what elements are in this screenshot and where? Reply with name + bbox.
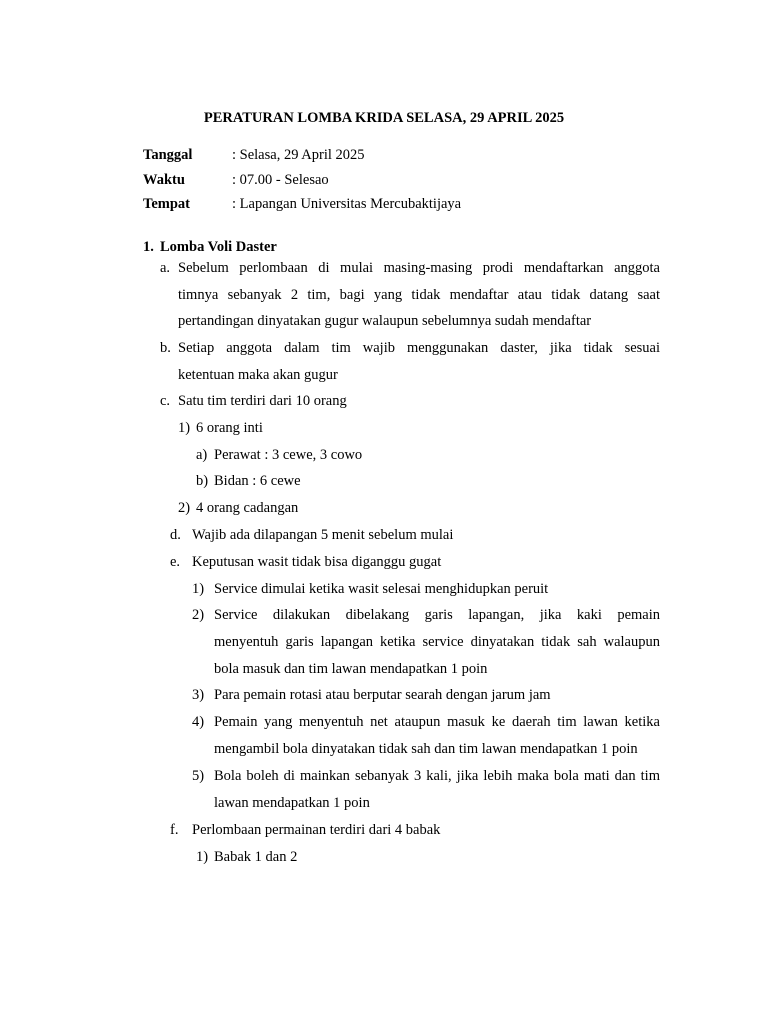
section-heading: Lomba Voli Daster [160,239,277,255]
item-f-marker: f. [170,822,179,838]
item-e3-line: Para pemain rotasi atau berputar searah dengan jarum jam [214,687,551,703]
item-a-line: pertandingan dinyatakan gugur walaupun sebelumnya sudah mendaftar [178,313,592,329]
item-c1b-marker: b) [196,473,209,489]
item-c2-text: 4 orang cadangan [196,500,299,516]
item-b-line: ketentuan maka akan gugur [178,367,338,383]
item-e1-line: Service dimulai ketika wasit selesai menghidupkan peruit [214,581,549,597]
item-e3-marker: 3) [192,687,205,703]
item-a-marker: a. [160,260,171,276]
item-c1-text: 6 orang inti [196,420,263,436]
item-a-line: timnya sebanyak 2 tim, bagi yang tidak mendaftar atau tidak datang saat [178,287,660,303]
item-f1-marker: 1) [196,849,209,865]
info-label-tempat: Tempat [143,196,190,212]
item-e2-line: Service dilakukan dibelakang garis lapangan, jika kaki pemain [214,607,660,623]
item-f1-text: Babak 1 dan 2 [214,849,298,865]
item-d-marker: d. [170,527,181,543]
item-e2-marker: 2) [192,607,205,623]
document-title: PERATURAN LOMBA KRIDA SELASA, 29 APRIL 2025 [203,110,565,126]
item-e4-line: mengambil bola dinyatakan tidak sah dan tim lawan mendapatkan 1 poin [214,741,638,757]
info-label-tanggal: Tanggal [143,147,193,163]
item-e-marker: e. [170,554,181,570]
item-b-line: Setiap anggota dalam tim wajib menggunakan daster, jika tidak sesuai [178,340,660,356]
info-value-tanggal: : Selasa, 29 April 2025 [232,147,365,163]
item-c1b-text: Bidan : 6 cewe [214,473,301,489]
info-value-waktu: : 07.00 - Selesao [232,172,329,188]
item-e2-line: bola masuk dan tim lawan mendapatkan 1 poin [214,661,488,677]
item-e4-marker: 4) [192,714,205,730]
item-c2-marker: 2) [178,500,191,516]
item-c1a-marker: a) [196,447,208,463]
item-e1-marker: 1) [192,581,205,597]
item-e5-line: Bola boleh di mainkan sebanyak 3 kali, jika lebih maka bola mati dan tim [214,768,660,784]
item-c-marker: c. [160,393,171,409]
item-e2-line: menyentuh garis lapangan ketika service dinyatakan tidak sah walaupun [214,634,660,650]
item-b-marker: b. [160,340,171,356]
item-c1a-text: Perawat : 3 cewe, 3 cowo [214,447,363,463]
item-c-text: Satu tim terdiri dari 10 orang [178,393,347,409]
item-d-text: Wajib ada dilapangan 5 menit sebelum mulai [192,527,454,543]
item-e5-marker: 5) [192,768,205,784]
item-f-text: Perlombaan permainan terdiri dari 4 babak [192,822,441,838]
info-value-tempat: : Lapangan Universitas Mercubaktijaya [232,196,462,212]
item-e4-line: Pemain yang menyentuh net ataupun masuk ke daerah tim lawan ketika [214,714,660,730]
item-a-line: Sebelum perlombaan di mulai masing-masing prodi mendaftarkan anggota [178,260,660,276]
item-e5-line: lawan mendapatkan 1 poin [214,795,370,811]
item-c1-marker: 1) [178,420,191,436]
item-e-text: Keputusan wasit tidak bisa diganggu gugat [192,554,442,570]
section-number: 1. [143,239,154,255]
info-label-waktu: Waktu [143,172,185,188]
